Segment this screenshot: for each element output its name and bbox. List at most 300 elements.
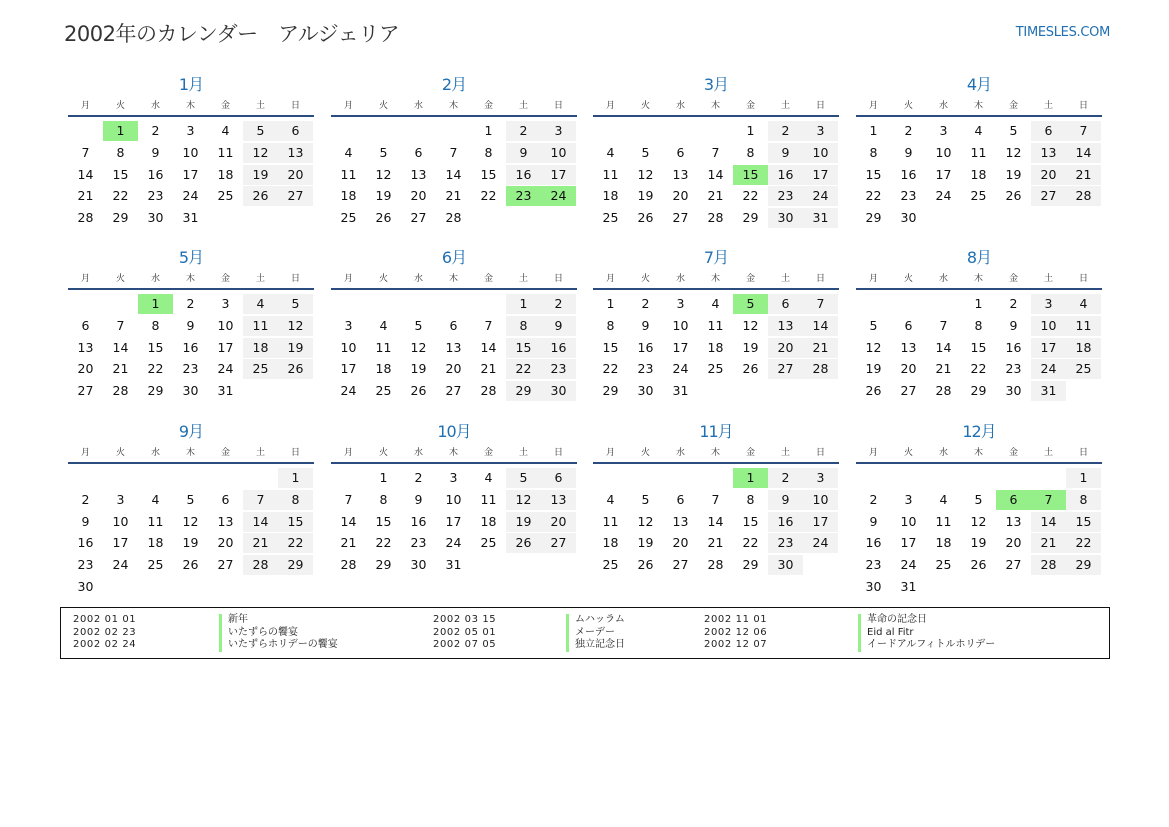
day-cell[interactable]: 16 <box>865 535 882 551</box>
day-cell[interactable]: 18 <box>602 188 619 204</box>
day-cell[interactable]: 16 <box>768 512 803 532</box>
day-cell[interactable]: 6 <box>414 144 423 160</box>
day-cell[interactable]: 4 <box>606 491 615 507</box>
day-cell[interactable]: 2 <box>414 470 423 485</box>
day-cell[interactable]: 4 <box>243 294 278 314</box>
day-cell[interactable]: 23 <box>637 361 654 377</box>
day-cell[interactable]: 8 <box>974 317 983 333</box>
day-cell[interactable]: 6 <box>1031 121 1066 141</box>
day-cell[interactable]: 31 <box>217 383 234 399</box>
day-cell[interactable]: 11 <box>243 316 278 336</box>
day-cell[interactable]: 19 <box>865 361 882 377</box>
day-cell[interactable]: 6 <box>541 468 576 488</box>
day-cell[interactable]: 22 <box>1066 533 1101 553</box>
day-cell[interactable]: 14 <box>935 339 952 355</box>
day-cell[interactable]: 10 <box>672 317 689 333</box>
day-cell[interactable]: 16 <box>900 166 917 182</box>
day-cell[interactable]: 16 <box>768 165 803 185</box>
day-cell[interactable]: 12 <box>375 166 392 182</box>
day-cell[interactable]: 7 <box>116 317 125 333</box>
day-cell[interactable]: 22 <box>970 361 987 377</box>
day-cell[interactable]: 14 <box>112 339 129 355</box>
day-cell[interactable]: 26 <box>1005 188 1022 204</box>
day-cell[interactable]: 23 <box>768 186 803 206</box>
day-cell[interactable]: 2 <box>506 121 541 141</box>
holiday-day-cell[interactable]: 1 <box>138 294 173 314</box>
day-cell[interactable]: 11 <box>970 144 987 160</box>
day-cell[interactable]: 21 <box>803 338 838 358</box>
day-cell[interactable]: 8 <box>746 491 755 507</box>
day-cell[interactable]: 25 <box>480 535 497 551</box>
day-cell[interactable]: 10 <box>803 490 838 510</box>
day-cell[interactable]: 5 <box>186 491 195 507</box>
day-cell[interactable]: 25 <box>707 361 724 377</box>
day-cell[interactable]: 5 <box>974 491 983 507</box>
day-cell[interactable]: 5 <box>379 144 388 160</box>
day-cell[interactable]: 12 <box>410 339 427 355</box>
day-cell[interactable]: 22 <box>602 361 619 377</box>
day-cell[interactable]: 1 <box>974 296 983 311</box>
day-cell[interactable]: 10 <box>182 144 199 160</box>
day-cell[interactable]: 17 <box>217 339 234 355</box>
day-cell[interactable]: 6 <box>676 491 685 507</box>
day-cell[interactable]: 24 <box>672 361 689 377</box>
day-cell[interactable]: 20 <box>900 361 917 377</box>
day-cell[interactable]: 20 <box>1005 535 1022 551</box>
day-cell[interactable]: 27 <box>410 210 427 226</box>
day-cell[interactable]: 28 <box>243 555 278 575</box>
day-cell[interactable]: 8 <box>151 317 160 333</box>
day-cell[interactable]: 18 <box>602 535 619 551</box>
day-cell[interactable]: 28 <box>707 557 724 573</box>
day-cell[interactable]: 23 <box>147 188 164 204</box>
day-cell[interactable]: 29 <box>112 210 129 226</box>
day-cell[interactable]: 31 <box>1031 381 1066 401</box>
day-cell[interactable]: 19 <box>182 535 199 551</box>
day-cell[interactable]: 17 <box>935 166 952 182</box>
day-cell[interactable]: 28 <box>1066 186 1101 206</box>
holiday-day-cell[interactable]: 6 <box>996 490 1031 510</box>
day-cell[interactable]: 30 <box>147 210 164 226</box>
day-cell[interactable]: 9 <box>641 317 650 333</box>
day-cell[interactable]: 9 <box>1009 317 1018 333</box>
day-cell[interactable]: 10 <box>900 513 917 529</box>
holiday-day-cell[interactable]: 1 <box>733 468 768 488</box>
day-cell[interactable]: 4 <box>379 317 388 333</box>
day-cell[interactable]: 9 <box>541 316 576 336</box>
day-cell[interactable]: 28 <box>77 210 94 226</box>
day-cell[interactable]: 7 <box>711 144 720 160</box>
day-cell[interactable]: 3 <box>676 296 685 311</box>
day-cell[interactable]: 21 <box>340 535 357 551</box>
day-cell[interactable]: 13 <box>217 513 234 529</box>
day-cell[interactable]: 2 <box>81 491 90 507</box>
day-cell[interactable]: 22 <box>112 188 129 204</box>
day-cell[interactable]: 13 <box>1005 513 1022 529</box>
day-cell[interactable]: 31 <box>672 383 689 399</box>
day-cell[interactable]: 12 <box>742 317 759 333</box>
day-cell[interactable]: 15 <box>742 513 759 529</box>
day-cell[interactable]: 28 <box>935 383 952 399</box>
day-cell[interactable]: 26 <box>506 533 541 553</box>
day-cell[interactable]: 4 <box>711 296 720 311</box>
day-cell[interactable]: 28 <box>1031 555 1066 575</box>
day-cell[interactable]: 30 <box>410 557 427 573</box>
day-cell[interactable]: 26 <box>182 557 199 573</box>
day-cell[interactable]: 29 <box>375 557 392 573</box>
day-cell[interactable]: 15 <box>865 166 882 182</box>
day-cell[interactable]: 28 <box>707 210 724 226</box>
day-cell[interactable]: 6 <box>278 121 313 141</box>
day-cell[interactable]: 9 <box>506 143 541 163</box>
day-cell[interactable]: 22 <box>742 535 759 551</box>
day-cell[interactable]: 29 <box>1066 555 1101 575</box>
day-cell[interactable]: 13 <box>541 490 576 510</box>
day-cell[interactable]: 20 <box>672 188 689 204</box>
day-cell[interactable]: 31 <box>900 579 917 594</box>
day-cell[interactable]: 11 <box>1066 316 1101 336</box>
day-cell[interactable]: 24 <box>217 361 234 377</box>
day-cell[interactable]: 13 <box>1031 143 1066 163</box>
day-cell[interactable]: 19 <box>410 361 427 377</box>
day-cell[interactable]: 29 <box>742 557 759 573</box>
day-cell[interactable]: 29 <box>865 210 882 226</box>
day-cell[interactable]: 24 <box>803 533 838 553</box>
day-cell[interactable]: 16 <box>410 513 427 529</box>
day-cell[interactable]: 27 <box>672 557 689 573</box>
day-cell[interactable]: 15 <box>278 512 313 532</box>
day-cell[interactable]: 12 <box>637 513 654 529</box>
day-cell[interactable]: 26 <box>637 210 654 226</box>
day-cell[interactable]: 20 <box>410 188 427 204</box>
day-cell[interactable]: 4 <box>151 491 160 507</box>
day-cell[interactable]: 30 <box>541 381 576 401</box>
day-cell[interactable]: 18 <box>217 166 234 182</box>
day-cell[interactable]: 24 <box>340 383 357 399</box>
day-cell[interactable]: 23 <box>1005 361 1022 377</box>
day-cell[interactable]: 3 <box>116 491 125 507</box>
day-cell[interactable]: 28 <box>112 383 129 399</box>
day-cell[interactable]: 2 <box>869 491 878 507</box>
day-cell[interactable]: 3 <box>1031 294 1066 314</box>
day-cell[interactable]: 28 <box>480 383 497 399</box>
day-cell[interactable]: 30 <box>637 383 654 399</box>
day-cell[interactable]: 3 <box>186 123 195 138</box>
day-cell[interactable]: 18 <box>243 338 278 358</box>
day-cell[interactable]: 20 <box>278 165 313 185</box>
day-cell[interactable]: 15 <box>375 513 392 529</box>
day-cell[interactable]: 15 <box>602 339 619 355</box>
day-cell[interactable]: 19 <box>375 188 392 204</box>
day-cell[interactable]: 12 <box>1005 144 1022 160</box>
day-cell[interactable]: 24 <box>935 188 952 204</box>
day-cell[interactable]: 9 <box>768 490 803 510</box>
day-cell[interactable]: 16 <box>77 535 94 551</box>
day-cell[interactable]: 26 <box>243 186 278 206</box>
day-cell[interactable]: 27 <box>278 186 313 206</box>
day-cell[interactable]: 2 <box>768 121 803 141</box>
day-cell[interactable]: 6 <box>449 317 458 333</box>
day-cell[interactable]: 15 <box>147 339 164 355</box>
day-cell[interactable]: 6 <box>81 317 90 333</box>
day-cell[interactable]: 3 <box>939 123 948 138</box>
day-cell[interactable]: 19 <box>1005 166 1022 182</box>
day-cell[interactable]: 17 <box>445 513 462 529</box>
day-cell[interactable]: 5 <box>641 144 650 160</box>
day-cell[interactable]: 2 <box>768 468 803 488</box>
day-cell[interactable]: 13 <box>278 143 313 163</box>
day-cell[interactable]: 22 <box>480 188 497 204</box>
day-cell[interactable]: 19 <box>637 188 654 204</box>
day-cell[interactable]: 10 <box>340 339 357 355</box>
day-cell[interactable]: 22 <box>865 188 882 204</box>
day-cell[interactable]: 8 <box>278 490 313 510</box>
day-cell[interactable]: 23 <box>541 359 576 379</box>
day-cell[interactable]: 17 <box>541 165 576 185</box>
day-cell[interactable]: 3 <box>449 470 458 485</box>
day-cell[interactable]: 6 <box>221 491 230 507</box>
day-cell[interactable]: 8 <box>869 144 878 160</box>
day-cell[interactable]: 9 <box>81 513 90 529</box>
day-cell[interactable]: 21 <box>1066 165 1101 185</box>
day-cell[interactable]: 19 <box>506 512 541 532</box>
day-cell[interactable]: 2 <box>186 296 195 311</box>
day-cell[interactable]: 30 <box>768 555 803 575</box>
day-cell[interactable]: 26 <box>970 557 987 573</box>
day-cell[interactable]: 21 <box>935 361 952 377</box>
day-cell[interactable]: 25 <box>602 210 619 226</box>
holiday-day-cell[interactable]: 7 <box>1031 490 1066 510</box>
day-cell[interactable]: 15 <box>1066 512 1101 532</box>
day-cell[interactable]: 3 <box>904 491 913 507</box>
day-cell[interactable]: 23 <box>865 557 882 573</box>
day-cell[interactable]: 3 <box>541 121 576 141</box>
day-cell[interactable]: 5 <box>243 121 278 141</box>
day-cell[interactable]: 8 <box>379 491 388 507</box>
day-cell[interactable]: 6 <box>768 294 803 314</box>
day-cell[interactable]: 17 <box>340 361 357 377</box>
day-cell[interactable]: 9 <box>768 143 803 163</box>
holiday-day-cell[interactable]: 5 <box>733 294 768 314</box>
holiday-day-cell[interactable]: 23 <box>506 186 541 206</box>
day-cell[interactable]: 18 <box>340 188 357 204</box>
day-cell[interactable]: 14 <box>803 316 838 336</box>
day-cell[interactable]: 17 <box>1031 338 1066 358</box>
day-cell[interactable]: 4 <box>221 123 230 138</box>
day-cell[interactable]: 10 <box>541 143 576 163</box>
day-cell[interactable]: 25 <box>340 210 357 226</box>
day-cell[interactable]: 14 <box>707 166 724 182</box>
day-cell[interactable]: 1 <box>1066 468 1101 488</box>
day-cell[interactable]: 20 <box>217 535 234 551</box>
day-cell[interactable]: 24 <box>900 557 917 573</box>
day-cell[interactable]: 1 <box>746 123 755 138</box>
day-cell[interactable]: 4 <box>606 144 615 160</box>
day-cell[interactable]: 13 <box>410 166 427 182</box>
day-cell[interactable]: 18 <box>147 535 164 551</box>
day-cell[interactable]: 10 <box>803 143 838 163</box>
day-cell[interactable]: 30 <box>900 210 917 226</box>
day-cell[interactable]: 17 <box>803 512 838 532</box>
day-cell[interactable]: 7 <box>81 144 90 160</box>
day-cell[interactable]: 9 <box>904 144 913 160</box>
day-cell[interactable]: 11 <box>340 166 357 182</box>
day-cell[interactable]: 30 <box>182 383 199 399</box>
day-cell[interactable]: 27 <box>217 557 234 573</box>
day-cell[interactable]: 20 <box>672 535 689 551</box>
day-cell[interactable]: 2 <box>904 123 913 138</box>
day-cell[interactable]: 18 <box>480 513 497 529</box>
day-cell[interactable]: 11 <box>602 166 619 182</box>
day-cell[interactable]: 9 <box>414 491 423 507</box>
day-cell[interactable]: 27 <box>445 383 462 399</box>
day-cell[interactable]: 7 <box>939 317 948 333</box>
day-cell[interactable]: 15 <box>112 166 129 182</box>
day-cell[interactable]: 12 <box>865 339 882 355</box>
day-cell[interactable]: 1 <box>484 123 493 138</box>
day-cell[interactable]: 13 <box>77 339 94 355</box>
day-cell[interactable]: 24 <box>445 535 462 551</box>
day-cell[interactable]: 1 <box>869 123 878 138</box>
day-cell[interactable]: 22 <box>147 361 164 377</box>
day-cell[interactable]: 10 <box>445 491 462 507</box>
day-cell[interactable]: 21 <box>445 188 462 204</box>
day-cell[interactable]: 6 <box>904 317 913 333</box>
day-cell[interactable]: 29 <box>278 555 313 575</box>
day-cell[interactable]: 20 <box>77 361 94 377</box>
day-cell[interactable]: 5 <box>1009 123 1018 138</box>
day-cell[interactable]: 10 <box>1031 316 1066 336</box>
day-cell[interactable]: 14 <box>1031 512 1066 532</box>
day-cell[interactable]: 20 <box>768 338 803 358</box>
day-cell[interactable]: 28 <box>340 557 357 573</box>
day-cell[interactable]: 30 <box>768 208 803 228</box>
day-cell[interactable]: 9 <box>186 317 195 333</box>
day-cell[interactable]: 18 <box>1066 338 1101 358</box>
day-cell[interactable]: 17 <box>900 535 917 551</box>
day-cell[interactable]: 27 <box>1005 557 1022 573</box>
day-cell[interactable]: 30 <box>77 579 94 594</box>
day-cell[interactable]: 3 <box>221 296 230 311</box>
day-cell[interactable]: 21 <box>480 361 497 377</box>
day-cell[interactable]: 27 <box>541 533 576 553</box>
day-cell[interactable]: 19 <box>243 165 278 185</box>
day-cell[interactable]: 25 <box>243 359 278 379</box>
holiday-day-cell[interactable]: 1 <box>103 121 138 141</box>
day-cell[interactable]: 8 <box>1066 490 1101 510</box>
day-cell[interactable]: 5 <box>414 317 423 333</box>
day-cell[interactable]: 23 <box>182 361 199 377</box>
day-cell[interactable]: 25 <box>935 557 952 573</box>
day-cell[interactable]: 13 <box>445 339 462 355</box>
day-cell[interactable]: 5 <box>506 468 541 488</box>
day-cell[interactable]: 14 <box>1066 143 1101 163</box>
day-cell[interactable]: 31 <box>445 557 462 573</box>
day-cell[interactable]: 26 <box>410 383 427 399</box>
day-cell[interactable]: 5 <box>641 491 650 507</box>
day-cell[interactable]: 9 <box>869 513 878 529</box>
day-cell[interactable]: 25 <box>375 383 392 399</box>
day-cell[interactable]: 14 <box>77 166 94 182</box>
day-cell[interactable]: 14 <box>707 513 724 529</box>
day-cell[interactable]: 18 <box>935 535 952 551</box>
day-cell[interactable]: 7 <box>344 491 353 507</box>
day-cell[interactable]: 29 <box>970 383 987 399</box>
day-cell[interactable]: 18 <box>707 339 724 355</box>
day-cell[interactable]: 13 <box>900 339 917 355</box>
day-cell[interactable]: 14 <box>445 166 462 182</box>
day-cell[interactable]: 21 <box>243 533 278 553</box>
day-cell[interactable]: 4 <box>974 123 983 138</box>
day-cell[interactable]: 11 <box>707 317 724 333</box>
day-cell[interactable]: 7 <box>711 491 720 507</box>
day-cell[interactable]: 14 <box>243 512 278 532</box>
day-cell[interactable]: 25 <box>217 188 234 204</box>
holiday-day-cell[interactable]: 15 <box>733 165 768 185</box>
day-cell[interactable]: 23 <box>768 533 803 553</box>
day-cell[interactable]: 27 <box>1031 186 1066 206</box>
day-cell[interactable]: 12 <box>278 316 313 336</box>
day-cell[interactable]: 11 <box>480 491 497 507</box>
day-cell[interactable]: 15 <box>970 339 987 355</box>
day-cell[interactable]: 8 <box>606 317 615 333</box>
day-cell[interactable]: 17 <box>672 339 689 355</box>
day-cell[interactable]: 1 <box>606 296 615 311</box>
day-cell[interactable]: 26 <box>278 359 313 379</box>
day-cell[interactable]: 24 <box>1031 359 1066 379</box>
day-cell[interactable]: 21 <box>707 188 724 204</box>
day-cell[interactable]: 21 <box>707 535 724 551</box>
day-cell[interactable]: 7 <box>803 294 838 314</box>
day-cell[interactable]: 1 <box>506 294 541 314</box>
day-cell[interactable]: 18 <box>970 166 987 182</box>
day-cell[interactable]: 12 <box>970 513 987 529</box>
day-cell[interactable]: 18 <box>375 361 392 377</box>
day-cell[interactable]: 29 <box>147 383 164 399</box>
day-cell[interactable]: 2 <box>1009 296 1018 311</box>
day-cell[interactable]: 11 <box>935 513 952 529</box>
day-cell[interactable]: 5 <box>869 317 878 333</box>
day-cell[interactable]: 12 <box>506 490 541 510</box>
day-cell[interactable]: 22 <box>506 359 541 379</box>
day-cell[interactable]: 24 <box>182 188 199 204</box>
day-cell[interactable]: 20 <box>445 361 462 377</box>
day-cell[interactable]: 16 <box>147 166 164 182</box>
day-cell[interactable]: 4 <box>1066 294 1101 314</box>
day-cell[interactable]: 10 <box>112 513 129 529</box>
day-cell[interactable]: 8 <box>116 144 125 160</box>
day-cell[interactable]: 4 <box>939 491 948 507</box>
day-cell[interactable]: 26 <box>375 210 392 226</box>
day-cell[interactable]: 1 <box>379 470 388 485</box>
day-cell[interactable]: 17 <box>182 166 199 182</box>
day-cell[interactable]: 12 <box>182 513 199 529</box>
day-cell[interactable]: 21 <box>1031 533 1066 553</box>
day-cell[interactable]: 25 <box>1066 359 1101 379</box>
day-cell[interactable]: 25 <box>970 188 987 204</box>
day-cell[interactable]: 17 <box>803 165 838 185</box>
day-cell[interactable]: 22 <box>742 188 759 204</box>
day-cell[interactable]: 12 <box>637 166 654 182</box>
day-cell[interactable]: 23 <box>900 188 917 204</box>
day-cell[interactable]: 27 <box>672 210 689 226</box>
day-cell[interactable]: 31 <box>182 210 199 226</box>
day-cell[interactable]: 15 <box>480 166 497 182</box>
day-cell[interactable]: 20 <box>1031 165 1066 185</box>
day-cell[interactable]: 26 <box>742 361 759 377</box>
day-cell[interactable]: 4 <box>484 470 493 485</box>
day-cell[interactable]: 2 <box>151 123 160 138</box>
